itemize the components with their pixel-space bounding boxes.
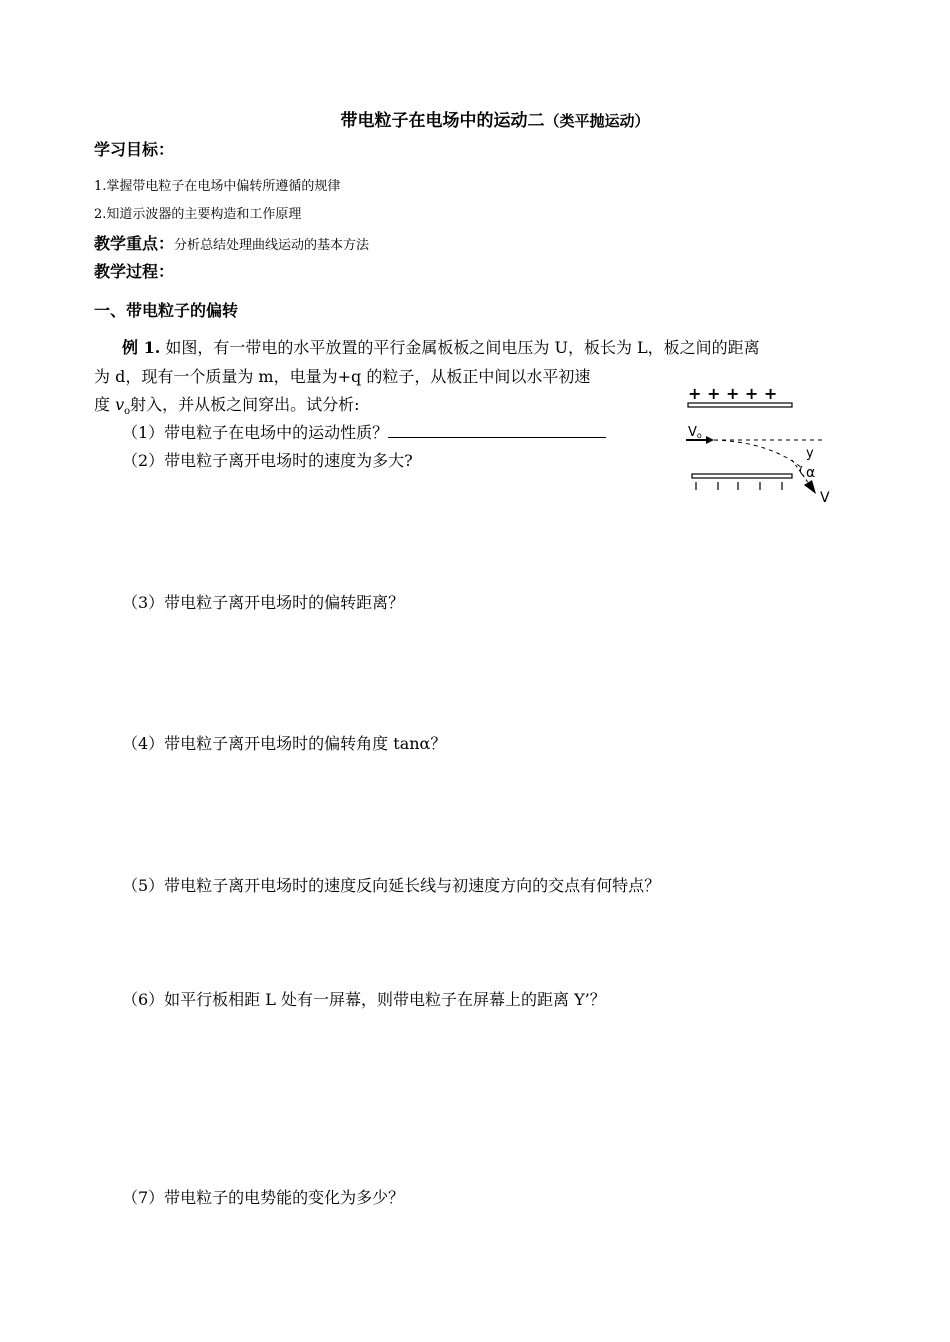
- example1-line3: [94, 392, 360, 417]
- process-heading: 教学过程：: [94, 262, 175, 281]
- example1-line1-text: 如图，有一带电的水平放置的平行金属板板之间电压为 U，板长为 L，板之间的距离: [165, 338, 760, 357]
- trajectory-curve: [714, 440, 802, 468]
- top-plate: [688, 403, 792, 407]
- key-point-text: 分析总结处理曲线运动的基本方法: [174, 238, 370, 253]
- example1-v0-sub: o: [124, 406, 131, 418]
- example1-label: 例 1.: [122, 338, 161, 357]
- objective-item-2: 2.知道示波器的主要构造和工作原理: [94, 207, 302, 222]
- title-sub: （类平抛运动）: [544, 112, 650, 130]
- page-title: [0, 106, 950, 131]
- key-point: [94, 231, 369, 254]
- question-1: [122, 420, 606, 443]
- question-3: （3）带电粒子离开电场时的偏转距离？: [122, 593, 405, 612]
- deflection-figure: [680, 382, 840, 510]
- example1-line3-pre: 度: [94, 395, 116, 414]
- alpha-arc: [800, 466, 804, 476]
- alpha-label: α: [806, 465, 816, 481]
- question-2: （2）带电粒子离开电场时的速度为多大?: [122, 451, 413, 470]
- key-point-heading: 教学重点：: [94, 234, 175, 253]
- v-label: V: [820, 490, 830, 506]
- objectives-heading: 学习目标：: [94, 140, 175, 159]
- bottom-plate-signs: [696, 482, 782, 490]
- question-4: （4）带电粒子离开电场时的偏转角度 tanα？: [122, 734, 447, 753]
- question-6: （6）如平行板相距 L 处有一屏幕，则带电粒子在屏幕上的距离 Y’？: [122, 990, 606, 1009]
- question-1-text: （1）带电粒子在电场中的运动性质？: [122, 423, 389, 442]
- v0-label: Vo: [688, 425, 702, 440]
- title-main: 带电粒子在电场中的运动二: [340, 111, 545, 131]
- exit-velocity-arrow-head: [804, 480, 816, 494]
- objective-item-1: 1.掌握带电粒子在电场中偏转所遵循的规律: [94, 179, 341, 194]
- example1-line1: [122, 335, 760, 358]
- question-5: （5）带电粒子离开电场时的速度反向延长线与初速度方向的交点有何特点？: [122, 876, 661, 895]
- bottom-plate: [692, 474, 792, 478]
- top-plate-signs: + + + + +: [688, 384, 778, 403]
- example1-line3-post: 射入，并从板之间穿出。试分析:: [130, 395, 360, 414]
- y-label: y: [806, 446, 814, 461]
- example1-v0-var: v: [115, 395, 125, 414]
- question-7: （7）带电粒子的电势能的变化为多少？: [122, 1188, 405, 1207]
- section1-heading: 一、带电粒子的偏转: [94, 301, 239, 320]
- example1-line2: 为 d，现有一个质量为 m，电量为+q 的粒子，从板正中间以水平初速: [94, 367, 591, 386]
- v0-arrow-head: [706, 436, 714, 444]
- answer-blank[interactable]: [388, 423, 606, 438]
